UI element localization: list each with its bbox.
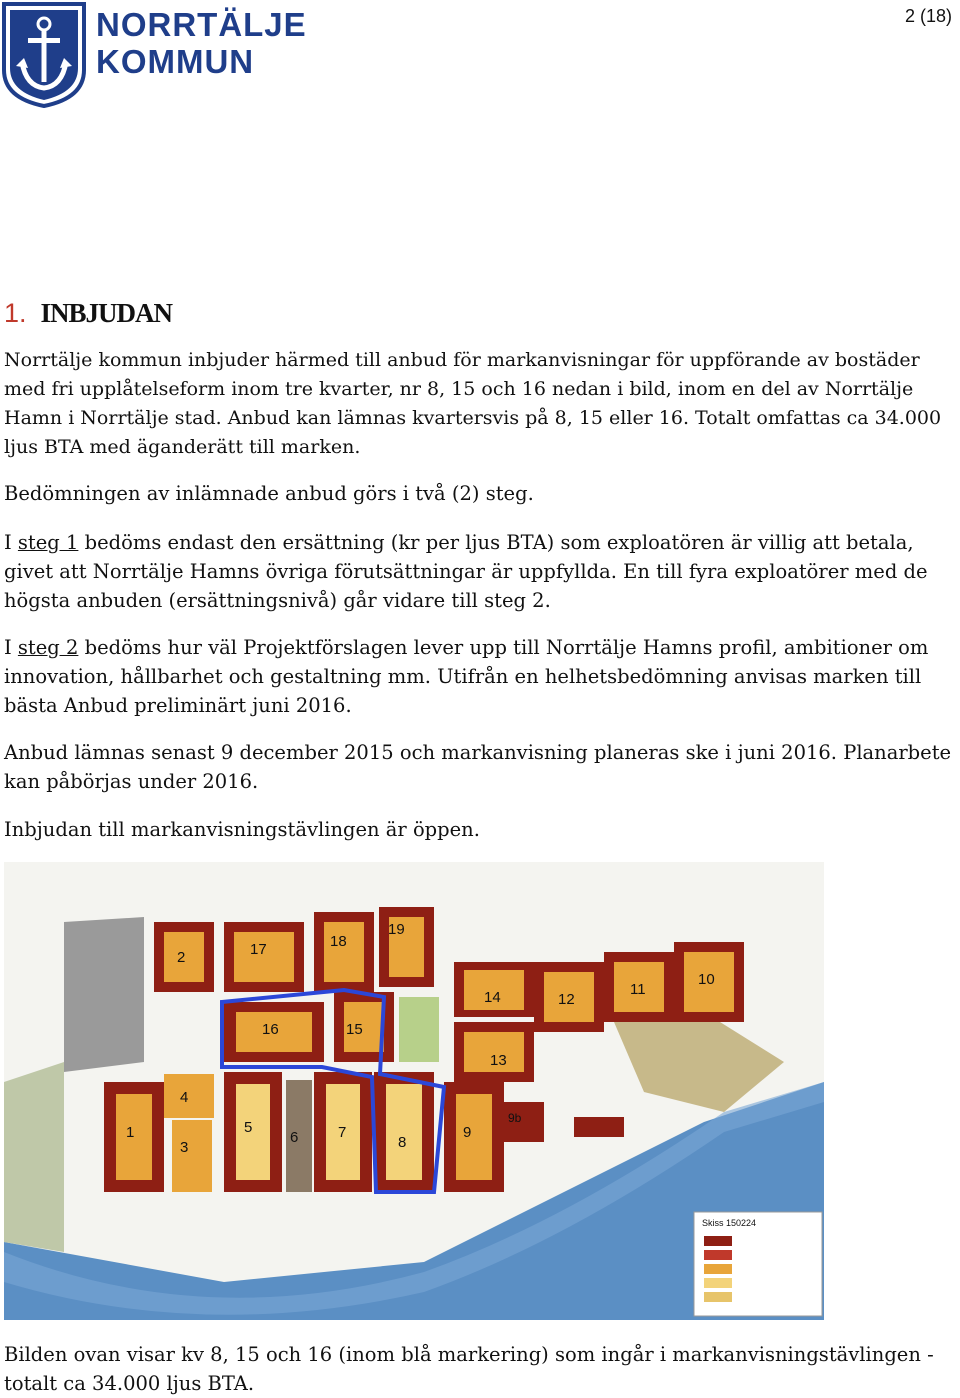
- map-legend: [694, 1212, 822, 1316]
- block-label-5: 5: [244, 1119, 253, 1136]
- block-3: [172, 1120, 212, 1192]
- block-label-19: 19: [388, 921, 405, 938]
- assessment-paragraph: Bedömningen av inlämnade anbud görs i två (2) steg.: [4, 482, 534, 505]
- map-caption: Bilden ovan visar kv 8, 15 och 16 (inom blå markering) som ingår i markanvisningstävlingen - totalt ca 34.000 ljus BTA.: [4, 1343, 934, 1395]
- step-2-text: bedöms hur väl Projektförslagen lever upp till Norrtälje Hamns profil, ambitioner om innovation, hållbarhet och gestaltning mm. Utifrån en helhetsbedömning anvisas marken till bästa Anbud preliminärt juni 2016.: [4, 636, 929, 717]
- legend-swatch-red: [704, 1236, 732, 1246]
- plaza-area: [64, 917, 144, 1072]
- step-2-prefix: I: [4, 636, 18, 659]
- anchor-crest-icon: [0, 0, 90, 110]
- block-label-8: 8: [398, 1134, 407, 1151]
- block-label-17: 17: [250, 941, 267, 958]
- block-label-14: 14: [484, 989, 501, 1006]
- step-2-paragraph: [4, 633, 956, 720]
- block-label-11: 11: [630, 981, 646, 998]
- legend-title: Skiss 150224: [702, 1218, 757, 1228]
- logo-line-2: KOMMUN: [96, 43, 255, 80]
- block-label-9: 9: [463, 1124, 472, 1141]
- block-label-2: 2: [177, 949, 186, 966]
- legend-swatch-orange: [704, 1264, 732, 1274]
- legend-swatch-lightyellow: [704, 1292, 732, 1302]
- section-heading: [4, 298, 172, 329]
- step-1-link: steg 1: [17, 531, 79, 554]
- block-label-3: 3: [180, 1139, 189, 1156]
- block-label-9b: 9b: [508, 1111, 522, 1125]
- harbor-building: [574, 1117, 624, 1137]
- block-label-1: 1: [126, 1124, 135, 1141]
- step-1-paragraph: [4, 528, 956, 615]
- step-2-link: steg 2: [17, 636, 79, 659]
- section-title: INBJUDAN: [40, 298, 173, 328]
- intro-paragraph: Norrtälje kommun inbjuder härmed till anbud för markanvisningar för uppförande av bostäder med fri upplåtelseform inom tre kvarter, nr 8, 15 och 16 nedan i bild, inom en del av Norrtälje Hamn i Norrtälje stad. Anbud kan lämnas kvartersvis på 8, 15 eller 16. Totalt omfattas ca 34.000 ljus BTA med äganderätt till marken.: [4, 349, 942, 458]
- site-plan-map: [4, 862, 824, 1320]
- block-label-16: 16: [262, 1021, 279, 1038]
- block-label-4: 4: [180, 1089, 189, 1106]
- norrtalje-kommun-logo: [0, 0, 307, 110]
- block-label-6: 6: [290, 1129, 299, 1146]
- block-label-10: 10: [698, 971, 715, 988]
- block-label-7: 7: [338, 1124, 347, 1141]
- step-1-prefix: I: [4, 531, 18, 554]
- block-4: [164, 1074, 214, 1118]
- block-label-18: 18: [330, 933, 347, 950]
- logo-line-1: NORRTÄLJE: [96, 6, 307, 43]
- page-number: 2 (18): [904, 6, 952, 26]
- block-label-12: 12: [558, 991, 575, 1008]
- park: [399, 997, 439, 1062]
- deadline-paragraph: Anbud lämnas senast 9 december 2015 och markanvisning planeras ske i juni 2016. Planarbete kan påbörjas under 2016.: [4, 741, 952, 793]
- step-1-text: bedöms endast den ersättning (kr per ljus BTA) som exploatören är villig att betala, givet att Norrtälje Hamns övriga förutsättningar är uppfyllda. En till fyra exploatörer med de högsta anbuden (ersättningsnivå) går vidare till steg 2.: [4, 531, 928, 612]
- block-label-13: 13: [490, 1052, 507, 1069]
- open-invitation-paragraph: Inbjudan till markanvisningstävlingen är öppen.: [4, 818, 480, 841]
- block-label-15: 15: [346, 1021, 363, 1038]
- legend-swatch-darkorange: [704, 1250, 732, 1260]
- legend-swatch-yellow: [704, 1278, 732, 1288]
- section-number: 1.: [4, 298, 27, 328]
